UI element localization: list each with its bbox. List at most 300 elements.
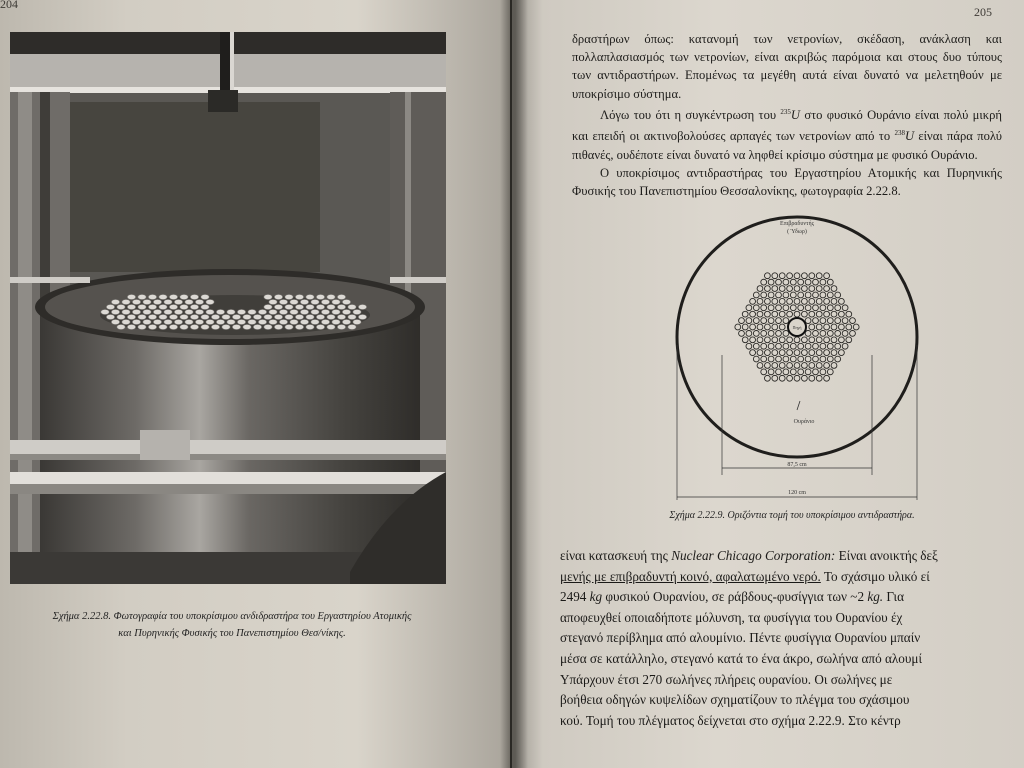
fuel-tube <box>827 343 833 349</box>
reactor-cross-section-figure <box>672 205 942 505</box>
photo-fuel-rod <box>185 299 193 304</box>
paragraph-2 <box>572 103 1002 164</box>
photo-fuel-rod <box>353 309 361 314</box>
fuel-tube <box>824 324 830 330</box>
fuel-tube <box>761 331 767 337</box>
photo-fuel-rod <box>306 314 314 319</box>
photo-fuel-rod <box>243 314 251 319</box>
fuel-tube <box>768 356 774 362</box>
fuel-tube <box>772 311 778 317</box>
line3-pre: 2494 <box>560 589 590 605</box>
photo-fuel-rod <box>159 304 167 309</box>
body2-line-6: μέσα σε κατάλληλο, στεγανό κατά το ένα άκρο, σωλήνα από αλουμί <box>560 650 922 666</box>
uranium-symbol-1: U <box>790 108 801 122</box>
photo-fuel-rod <box>106 314 114 319</box>
fuel-tube <box>816 286 822 292</box>
fuel-tube <box>783 279 789 285</box>
photo-fuel-rod <box>258 319 266 324</box>
photo-fuel-rod <box>358 304 366 309</box>
fuel-tube <box>798 356 804 362</box>
fuel-tube <box>753 343 759 349</box>
body2-line-1 <box>560 546 1024 567</box>
fuel-tube <box>839 298 845 304</box>
photo-fuel-rod <box>153 309 161 314</box>
fuel-tube <box>827 331 833 337</box>
fuel-tube <box>783 369 789 375</box>
fuel-tube <box>827 305 833 311</box>
fuel-tube <box>753 292 759 298</box>
fuel-tube <box>824 311 830 317</box>
fuel-tube <box>839 350 845 356</box>
isotope-235-sup: 235 <box>780 107 791 116</box>
isotope-238-sup: 238 <box>894 129 905 138</box>
fuel-tube <box>802 350 808 356</box>
fuel-tube <box>842 331 848 337</box>
fuel-tube <box>831 324 837 330</box>
line3-mid: φυσικού Ουρανίου, σε ράβδους-φυσίγγια των ~2 <box>602 589 868 605</box>
photo-fuel-rod <box>237 319 245 324</box>
photo-fuel-rod <box>211 314 219 319</box>
paragraph-1: δραστήρων όπως: κατανομή των νετρονίων, σκέδαση, ανάκλαση και πολλαπλασιασμός των νετρονίων, είναι ακριβώς παρόμοια και στους δυο τύπους των αντιδραστήρων. Επομένως τα μεγέθη αυτά είναι δυνατό να μελετηθούν με υποκρίσιμο σύστημα. <box>572 32 1002 101</box>
photo-fuel-rod <box>342 319 350 324</box>
fuel-tube <box>787 273 793 279</box>
fuel-tube <box>853 324 859 330</box>
photo-fuel-rod <box>180 324 188 329</box>
photo-fuel-rod <box>295 324 303 329</box>
fuel-tube <box>790 292 796 298</box>
photo-fuel-rod <box>159 324 167 329</box>
photo-fuel-rod <box>153 319 161 324</box>
photo-fuel-rod <box>122 309 130 314</box>
fuel-tube <box>768 305 774 311</box>
fuel-tube <box>846 337 852 343</box>
fuel-tube <box>846 311 852 317</box>
fuel-tube <box>787 337 793 343</box>
fuel-tube <box>783 356 789 362</box>
photo-fuel-rod <box>195 299 203 304</box>
cross-section-diagram <box>672 205 942 505</box>
fuel-tube <box>850 331 856 337</box>
photo-fuel-rod <box>327 314 335 319</box>
fuel-tube <box>794 337 800 343</box>
fuel-tube <box>831 363 837 369</box>
photo-fuel-rod <box>201 294 209 299</box>
fuel-tube <box>790 279 796 285</box>
fuel-tube <box>805 356 811 362</box>
fuel-tube <box>794 363 800 369</box>
fuel-tube <box>824 273 830 279</box>
fuel-tube <box>794 273 800 279</box>
photo-fuel-rod <box>190 324 198 329</box>
photo-fuel-rod <box>337 324 345 329</box>
paragraph-3: Ο υποκρίσιμος αντιδραστήρας του Εργαστηρίου Ατομικής και Πυρηνικής Φυσικής του Πανεπιστημίου Θεσσαλονίκης, φωτογραφία 2.22.8. <box>572 165 1002 198</box>
photo-fuel-rod <box>348 304 356 309</box>
photo-fuel-rod <box>190 294 198 299</box>
photo-fuel-rod <box>122 319 130 324</box>
fuel-tube <box>768 331 774 337</box>
fuel-tube <box>768 318 774 324</box>
fuel-tube <box>805 318 811 324</box>
fuel-tube <box>790 305 796 311</box>
fuel-tube <box>772 273 778 279</box>
fuel-tube <box>802 337 808 343</box>
fuel-tube <box>794 286 800 292</box>
fuel-tube <box>809 350 815 356</box>
photo-fuel-rod <box>295 314 303 319</box>
body-text-2 <box>560 546 1024 731</box>
photo-fuel-rod <box>327 304 335 309</box>
fuel-tube <box>750 337 756 343</box>
line1-post: Είναι ανοικτής δεξ <box>835 548 938 563</box>
fuel-tube <box>835 318 841 324</box>
fuel-tube <box>842 343 848 349</box>
photo-fuel-rod <box>138 324 146 329</box>
photo-fuel-rod <box>201 304 209 309</box>
photo-fuel-rod <box>279 299 287 304</box>
photo-fuel-rod <box>222 314 230 319</box>
fuel-tube <box>772 298 778 304</box>
body2-line-7: Υπάρχουν έτσι 270 σωλήνες πλήρεις ουρανίου. Οι σωλήνες με <box>560 671 893 687</box>
photo-fuel-rod <box>180 314 188 319</box>
fuel-tube <box>750 298 756 304</box>
photo-fuel-rod <box>111 309 119 314</box>
fuel-tube <box>850 318 856 324</box>
photo-fuel-rod <box>127 324 135 329</box>
fuel-tube <box>794 311 800 317</box>
fuel-tube <box>761 318 767 324</box>
photo-fuel-rod <box>216 319 224 324</box>
fuel-tube <box>802 311 808 317</box>
fuel-tube <box>816 375 822 381</box>
photo-fuel-rod <box>348 324 356 329</box>
fuel-tube <box>816 350 822 356</box>
figure-caption-2-22-8 <box>22 608 442 642</box>
fuel-tube <box>827 292 833 298</box>
photo-fuel-rod <box>174 319 182 324</box>
fuel-tube <box>776 279 782 285</box>
photo-fuel-rod <box>243 324 251 329</box>
fuel-tube <box>816 363 822 369</box>
photo-fuel-rod <box>174 299 182 304</box>
fuel-tube <box>805 279 811 285</box>
fuel-tube <box>779 375 785 381</box>
fuel-tube <box>779 286 785 292</box>
fuel-tube <box>776 369 782 375</box>
fuel-tube <box>809 286 815 292</box>
photo-fuel-rod <box>206 319 214 324</box>
body2-line-3 <box>560 587 1024 608</box>
fuel-tube <box>805 331 811 337</box>
fuel-tube <box>831 311 837 317</box>
fuel-tube <box>820 292 826 298</box>
fuel-tube <box>831 298 837 304</box>
fuel-tube <box>783 331 789 337</box>
fuel-tube <box>787 350 793 356</box>
fuel-tube <box>761 369 767 375</box>
photo-fuel-rod <box>264 304 272 309</box>
photo-fuel-rod <box>143 299 151 304</box>
photo-fuel-rod <box>290 299 298 304</box>
photo-fuel-rod <box>248 319 256 324</box>
fuel-tube <box>839 324 845 330</box>
fuel-tube <box>813 369 819 375</box>
fuel-tube <box>765 375 771 381</box>
photo-fuel-rod <box>206 299 214 304</box>
fuel-tube <box>765 350 771 356</box>
photo-fuel-rod <box>316 294 324 299</box>
body2-line-2 <box>560 567 1024 588</box>
left-page-number: 204 <box>0 0 18 11</box>
fuel-tube <box>835 292 841 298</box>
fuel-tube <box>805 305 811 311</box>
fuel-tube <box>742 324 748 330</box>
photo-fuel-rod <box>269 299 277 304</box>
fuel-tube <box>779 298 785 304</box>
intro-text <box>572 30 1002 200</box>
fuel-tube <box>798 369 804 375</box>
fuel-tube <box>820 356 826 362</box>
fuel-tube <box>809 337 815 343</box>
photo-fuel-rod <box>132 309 140 314</box>
fuel-tube <box>831 337 837 343</box>
fuel-tube <box>802 286 808 292</box>
photo-fuel-rod <box>169 314 177 319</box>
fuel-tube <box>768 369 774 375</box>
photo-fuel-rod <box>274 294 282 299</box>
photo-fuel-rod <box>148 314 156 319</box>
photo-fuel-rod <box>164 299 172 304</box>
fuel-tube <box>765 286 771 292</box>
fuel-tube <box>827 369 833 375</box>
fuel-tube <box>816 298 822 304</box>
photo-fuel-rod <box>269 319 277 324</box>
dim-inner-label: 87,5 cm <box>787 462 807 468</box>
caption-line-1: Φωτογραφία του υποκρίσιμου ανδιδραστήρα του Εργαστηρίου Ατομικής <box>113 611 412 622</box>
fuel-tube <box>742 337 748 343</box>
fuel-tube <box>846 324 852 330</box>
fuel-tube <box>827 318 833 324</box>
photo-fuel-rod <box>269 309 277 314</box>
photo-fuel-rod <box>353 319 361 324</box>
line1-em: Nuclear Chicago Corporation: <box>671 548 836 563</box>
photo-fuel-rod <box>285 314 293 319</box>
label-moderator: Επιβραδυντής <box>780 221 814 227</box>
fuel-tube <box>783 318 789 324</box>
fuel-tube <box>842 305 848 311</box>
fuel-tube <box>776 356 782 362</box>
photo-fuel-rod <box>258 309 266 314</box>
fuel-tube <box>798 279 804 285</box>
fuel-tube <box>779 363 785 369</box>
fuel-tube <box>842 318 848 324</box>
photo-fuel-rod <box>117 314 125 319</box>
fuel-tube <box>779 324 785 330</box>
fuel-tube <box>753 318 759 324</box>
fuel-tube <box>776 343 782 349</box>
photo-fuel-rod <box>279 319 287 324</box>
fuel-tube <box>824 286 830 292</box>
photo-fuel-rod <box>169 324 177 329</box>
fuel-tube <box>809 363 815 369</box>
photo-fuel-rod <box>337 314 345 319</box>
photo-fuel-rod <box>285 324 293 329</box>
fuel-tube <box>776 318 782 324</box>
fuel-tube <box>772 324 778 330</box>
photo-fuel-rod <box>300 309 308 314</box>
line3-em: kg <box>589 589 603 605</box>
photo-fuel-rod <box>316 304 324 309</box>
fuel-tube <box>772 286 778 292</box>
photo-fuel-rod <box>164 319 172 324</box>
dim-outer-label: 120 cm <box>788 490 806 496</box>
photo-fuel-rod <box>290 309 298 314</box>
fuel-tube <box>820 279 826 285</box>
photo-fuel-rod <box>264 324 272 329</box>
photo-fuel-rod <box>248 309 256 314</box>
fuel-tube <box>768 343 774 349</box>
photo-fuel-rod <box>122 299 130 304</box>
figure-caption-2-22-9 <box>582 510 1002 521</box>
fuel-tube <box>772 337 778 343</box>
fuel-tube <box>824 375 830 381</box>
photo-fuel-rod <box>342 299 350 304</box>
fuel-tube <box>779 311 785 317</box>
right-page-number: 205 <box>974 5 992 19</box>
photo-fuel-rod <box>327 294 335 299</box>
photo-fuel-rod <box>185 319 193 324</box>
fuel-tube <box>816 311 822 317</box>
photo-fuel-rod <box>264 294 272 299</box>
fuel-tube <box>802 273 808 279</box>
photo-fuel-rod <box>316 314 324 319</box>
fuel-tube <box>809 375 815 381</box>
line3-post: Για <box>883 589 905 605</box>
photo-fuel-rod <box>306 324 314 329</box>
photo-fuel-rod <box>337 304 345 309</box>
photo-fuel-rod <box>148 304 156 309</box>
fuel-tube <box>757 311 763 317</box>
fuel-tube <box>813 331 819 337</box>
photo-fuel-rod <box>253 324 261 329</box>
photo-fuel-rod <box>117 304 125 309</box>
fuel-tube <box>802 363 808 369</box>
photo-fuel-rod <box>300 319 308 324</box>
fuel-tube <box>761 356 767 362</box>
fuel-tube <box>816 324 822 330</box>
fuel-tube <box>739 331 745 337</box>
caption-text-right: Οριζόντια τομή του υποκρίσιμου αντιδραστήρα. <box>727 510 915 521</box>
fuel-tube <box>824 350 830 356</box>
fuel-tube <box>783 292 789 298</box>
photo-fuel-rod <box>227 309 235 314</box>
fuel-tube <box>824 337 830 343</box>
line3-em2: kg. <box>867 589 884 605</box>
photo-fuel-rod <box>138 304 146 309</box>
fuel-tube <box>813 318 819 324</box>
fuel-tube <box>787 298 793 304</box>
photo-fuel-rod <box>111 319 119 324</box>
fuel-tube <box>765 337 771 343</box>
fuel-tube <box>783 305 789 311</box>
fuel-tube <box>757 350 763 356</box>
fuel-tube <box>787 286 793 292</box>
line1-pre: είναι κατασκευή της <box>560 548 672 563</box>
fuel-tube <box>779 337 785 343</box>
label-uranium: Ουράνιο <box>793 419 815 425</box>
fuel-tube <box>746 318 752 324</box>
photo-fuel-rod <box>222 324 230 329</box>
photo-fuel-rod <box>274 304 282 309</box>
reactor-photo <box>10 32 446 584</box>
fuel-tube <box>809 273 815 279</box>
fuel-tube <box>761 292 767 298</box>
photo-fuel-rod <box>274 314 282 319</box>
photo-fuel-rod <box>285 304 293 309</box>
fuel-tube <box>827 356 833 362</box>
fuel-tube <box>809 324 815 330</box>
photo-fuel-rod <box>285 294 293 299</box>
photo-fuel-rod <box>138 314 146 319</box>
photo-fuel-rod <box>195 319 203 324</box>
fuel-tube <box>772 363 778 369</box>
fuel-tube <box>776 305 782 311</box>
fuel-tube <box>798 343 804 349</box>
fuel-tube <box>809 298 815 304</box>
fuel-tube <box>761 305 767 311</box>
label-moderator-water: ( Ύδωρ) <box>787 229 807 235</box>
photo-fuel-rod <box>138 294 146 299</box>
fuel-tube <box>813 292 819 298</box>
photo-fuel-rod <box>106 304 114 309</box>
photo-fuel-rod <box>332 309 340 314</box>
fuel-tube <box>750 350 756 356</box>
fuel-tube <box>772 375 778 381</box>
para2-before: Λόγω του ότι η συγκέντρωση του <box>600 108 781 122</box>
fuel-tube <box>809 311 815 317</box>
right-page <box>512 0 1024 768</box>
photo-fuel-rod <box>316 324 324 329</box>
photo-fuel-rod <box>132 299 140 304</box>
photo-fuel-rod <box>164 309 172 314</box>
body2-line-8: βοήθεια οδηγών κυψελίδων σχηματίζουν το πλέγμα του σχάσιμου <box>560 692 910 708</box>
uranium-symbol-2: U <box>904 129 915 144</box>
caption-tag: Σχήμα 2.22.8. <box>52 611 111 622</box>
fuel-tube <box>839 311 845 317</box>
photo-fuel-rod <box>311 309 319 314</box>
photo-fuel-rod <box>342 309 350 314</box>
photo-fuel-rod <box>159 294 167 299</box>
fuel-tube <box>757 324 763 330</box>
fuel-tube <box>761 343 767 349</box>
photo-fuel-rod <box>148 324 156 329</box>
fuel-tube <box>831 286 837 292</box>
photo-fuel-rod <box>358 314 366 319</box>
fuel-tube <box>816 273 822 279</box>
fuel-tube <box>831 350 837 356</box>
photo-fuel-rod <box>311 299 319 304</box>
photo-fuel-rod <box>321 309 329 314</box>
body2-line-5: στεγανό περίβλημα από αλουμίνιο. Πέντε φυσίγγια Ουρανίου μπαίν <box>560 630 921 646</box>
fuel-tube <box>787 363 793 369</box>
fuel-tube <box>813 343 819 349</box>
photo-fuel-rod <box>180 294 188 299</box>
fuel-tube <box>813 356 819 362</box>
photo-fuel-rod <box>174 309 182 314</box>
fuel-tube <box>824 363 830 369</box>
photo-fuel-rod <box>132 319 140 324</box>
fuel-tube <box>750 324 756 330</box>
photo-fuel-rod <box>159 314 167 319</box>
